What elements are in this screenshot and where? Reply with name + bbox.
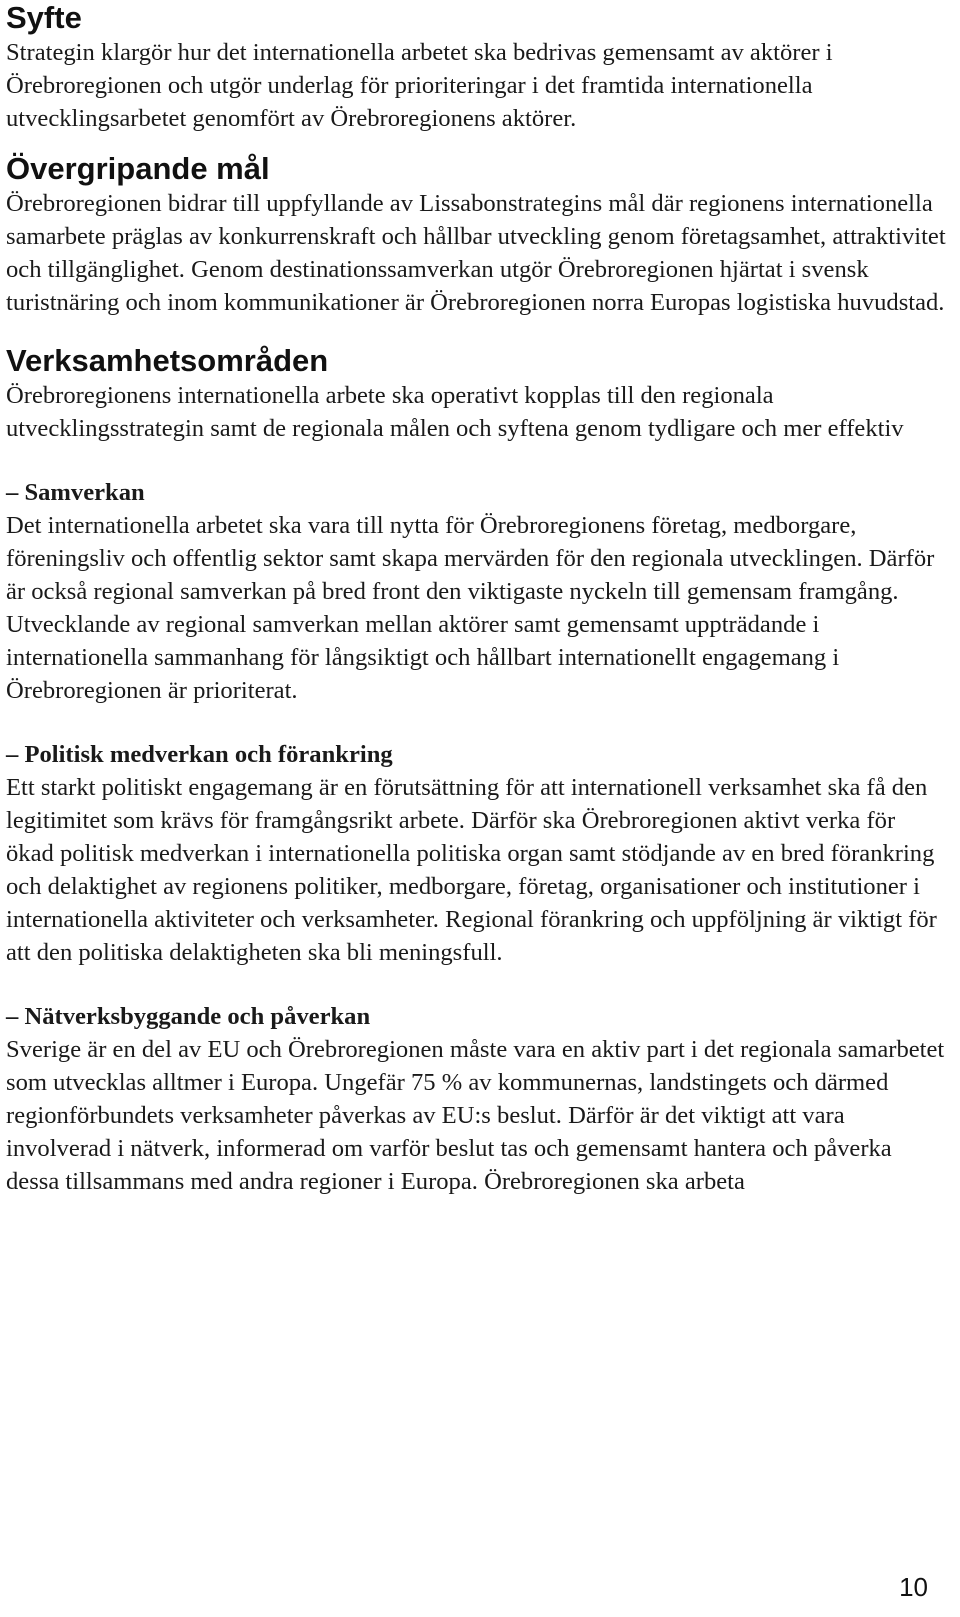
document-page	[6, 0, 946, 1198]
spacer	[6, 707, 946, 738]
subsection-natverksbyggande	[6, 1000, 946, 1198]
paragraph-politisk-medverkan: Ett starkt politiskt engagemang är en förutsättning för att internationell verksamhet ska få den legitimitet som krävs för framgångsrikt arbete. Därför ska Örebroregionen aktivt verka för ökad politisk medverkan i internationella politiska organ samt stödjande av en bred förankring och delaktighet av regionens politiker, medborgare, företag, organisationer och institutioner i internationella aktiviteter och verksamheter. Regional förankring och uppföljning är viktigt för att den politiska delaktigheten ska bli meningsfull.	[6, 774, 937, 966]
subsection-title-natverksbyggande: – Nätverksbyggande och påverkan	[6, 1003, 371, 1030]
paragraph-syfte: Strategin klargör hur det internationella arbetet ska bedrivas gemensamt av aktörer i Örebroregionen och utgör underlag för prioriteringar i det framtida internationella utvecklingsarbetet genomfört av Örebroregionens aktörer.	[6, 39, 833, 132]
section-heading-overgripande-mal: Övergripande mål	[6, 151, 270, 186]
section-heading-verksamhetsomraden: Verksamhetsområden	[6, 343, 329, 378]
page-number: 10	[899, 1572, 928, 1602]
subsection-title-politisk-medverkan: – Politisk medverkan och förankring	[6, 741, 393, 768]
subsection-samverkan	[6, 476, 946, 707]
paragraph-samverkan: Det internationella arbetet ska vara till nytta för Örebroregionens företag, medborgare, föreningsliv och offentlig sektor samt skapa mervärden för den regionala utvecklingen. Därför är också regional samverkan på bred front den viktigaste nyckeln till gemensam framgång. Utvecklande av regional samverkan mellan aktörer samt gemensamt uppträdande i internationella sammanhang för långsiktigt och hållbart internationellt engagemang i Örebroregionen är prioriterat.	[6, 512, 935, 704]
paragraph-verksamhetsomraden: Örebroregionens internationella arbete ska operativt kopplas till den regionala utvecklingsstrategin samt de regionala målen och syftena genom tydligare och mer effektiv	[6, 382, 904, 442]
subsection-politisk-medverkan	[6, 738, 946, 969]
section-heading-syfte: Syfte	[6, 0, 82, 35]
paragraph-overgripande-mal: Örebroregionen bidrar till uppfyllande av Lissabonstrategins mål där regionens internationella samarbete präglas av konkurrenskraft och hållbar utveckling genom företagsamhet, attraktivitet och tillgänglighet. Genom destinationssamverkan utgör Örebroregionen hjärtat i svensk turistnäring och inom kommunikationer är Örebroregionen norra Europas logistiska huvudstad.	[6, 190, 946, 316]
spacer	[6, 969, 946, 1000]
spacer	[6, 445, 946, 476]
paragraph-natverksbyggande: Sverige är en del av EU och Örebroregionen måste vara en aktiv part i det regionala samarbetet som utvecklas alltmer i Europa. Ungefär 75 % av kommunernas, landstingets och därmed regionförbundets verksamheter påverkas av EU:s beslut. Därför är det viktigt att vara involverad i nätverk, informerad om varför beslut tas och gemensamt hantera och påverka dessa tillsammans med andra regioner i Europa. Örebroregionen ska arbeta	[6, 1036, 945, 1195]
subsection-title-samverkan: – Samverkan	[6, 479, 145, 506]
